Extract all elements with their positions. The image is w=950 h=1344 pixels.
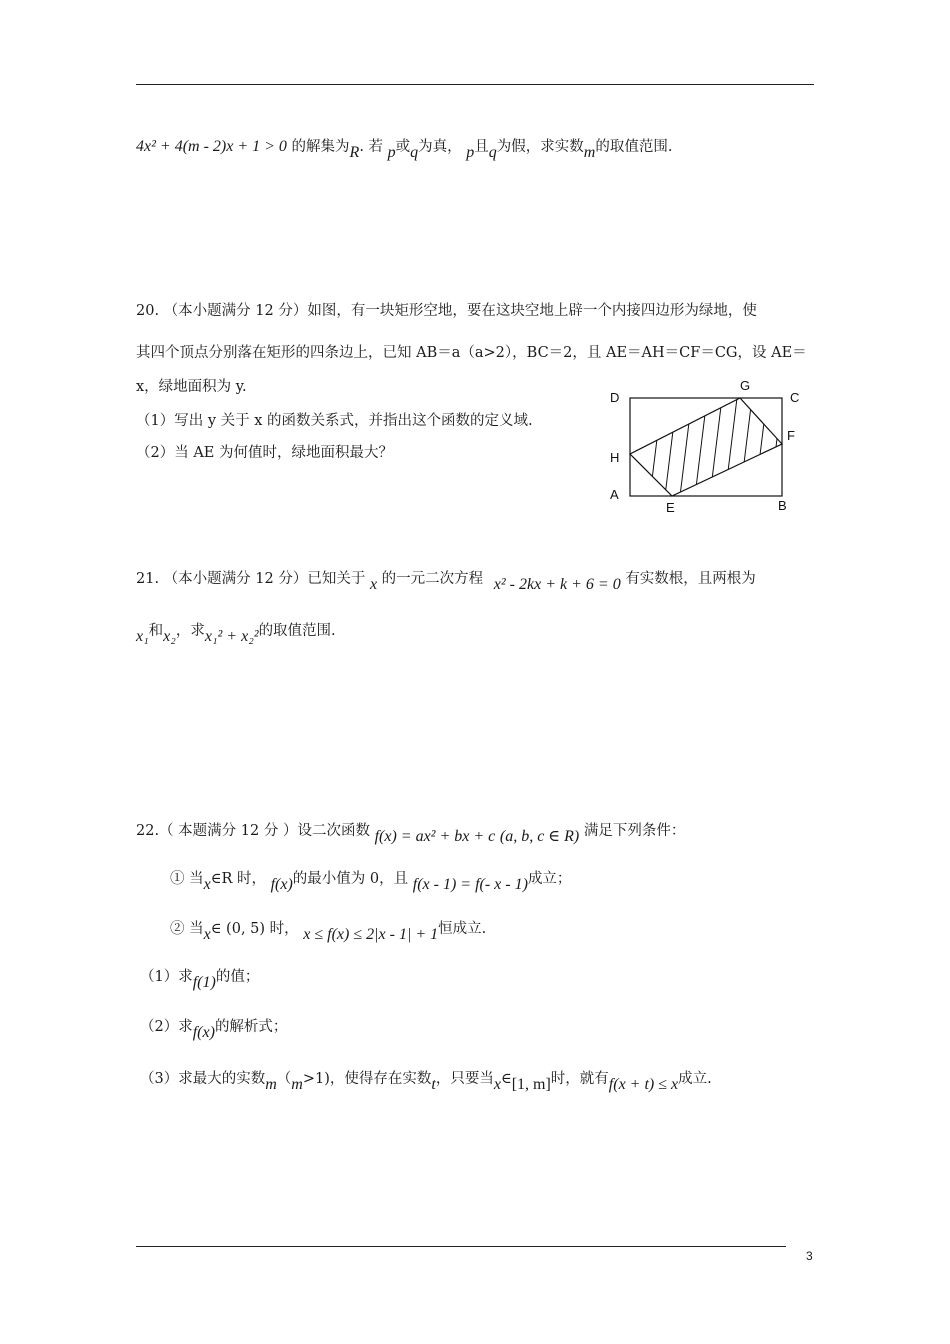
q20-part-2: （2）当 AE 为何值时，绿地面积最大？ xyxy=(136,445,393,461)
q22-text: ② 当 xyxy=(170,921,204,937)
q21-text: ，求 xyxy=(175,623,205,639)
q22-condition-2 xyxy=(170,918,487,943)
q22-text: 的值； xyxy=(215,969,260,985)
q22-line-1 xyxy=(136,820,686,845)
label-G: G xyxy=(740,378,751,393)
q22-condition-1 xyxy=(170,868,572,893)
q22-text: （ xyxy=(276,1071,292,1087)
q22-f1: f(1) xyxy=(192,974,216,991)
page-number: 3 xyxy=(806,1249,813,1263)
q22-function: f(x) = ax² + bx + c xyxy=(374,828,496,845)
q19-p: p xyxy=(466,144,475,161)
q22-m: m xyxy=(265,1076,277,1093)
q21-line-2 xyxy=(136,620,336,645)
q22-text: （2）求 xyxy=(140,1019,193,1035)
q20-line-1: 20. （本小题满分 12 分）如图，有一块矩形空地，要在这块空地上辟一个内接四边形为绿地，使 xyxy=(136,303,757,319)
q21-expression: x₁² + x₂² xyxy=(204,628,259,645)
q19-m: m xyxy=(583,144,596,161)
q19-inequality: 4x² + 4(m - 2)x + 1 > 0 xyxy=(136,138,287,155)
q22-x: x xyxy=(493,1076,501,1093)
q22-t: t xyxy=(431,1076,436,1093)
q22-fx: f(x) xyxy=(270,876,293,893)
q19-q: q xyxy=(488,144,497,161)
q22-x: x xyxy=(203,926,211,943)
label-C: C xyxy=(790,390,800,405)
q22-text: 恒成立. xyxy=(438,921,487,937)
header-rule xyxy=(136,84,814,85)
q20-part-1: （1）写出 y 关于 x 的函数关系式，并指出这个函数的定义域. xyxy=(136,413,533,429)
label-A: A xyxy=(610,487,619,502)
q22-text: ∈ xyxy=(500,1071,512,1087)
q22-m: m xyxy=(291,1076,303,1093)
q22-text: ∈ (0, 5) 时， xyxy=(210,921,299,937)
q21-x1: x₁ xyxy=(136,628,149,645)
hatching xyxy=(650,398,782,496)
q22-text: 满足下列条件： xyxy=(583,823,686,839)
label-H: H xyxy=(610,450,620,465)
q22-equation: f(x - 1) = f(- x - 1) xyxy=(412,876,528,893)
label-D: D xyxy=(610,390,620,405)
q22-text: 时，就有 xyxy=(550,1071,609,1087)
q22-condition: (a, b, c ∈ R) xyxy=(499,828,580,845)
q22-interval: [1, m] xyxy=(511,1076,551,1093)
q21-x: x xyxy=(369,576,378,593)
q22-text: （1）求 xyxy=(140,969,193,985)
q22-x: x xyxy=(203,876,211,893)
q19-q: q xyxy=(410,144,419,161)
q22-text: 成立； xyxy=(527,871,572,887)
q19-line xyxy=(136,136,673,161)
q19-text: 或 xyxy=(395,139,411,155)
q22-text: 的最小值为 0，且 xyxy=(292,871,409,887)
q21-text: 21. （本小题满分 12 分）已知关于 xyxy=(136,571,366,587)
q22-inequality: f(x + t) ≤ x xyxy=(608,1076,679,1093)
q22-part-2 xyxy=(140,1016,288,1041)
q22-text: （3）求最大的实数 xyxy=(140,1071,266,1087)
label-F: F xyxy=(787,428,795,443)
q19-text: . 若 xyxy=(359,139,384,155)
q21-equation: x² - 2kx + k + 6 = 0 xyxy=(493,576,621,593)
q20-line-3: x，绿地面积为 y. xyxy=(136,379,247,395)
label-E: E xyxy=(666,500,675,515)
q22-part-1 xyxy=(140,966,260,991)
footer-rule xyxy=(136,1246,786,1247)
q22-text: 成立. xyxy=(678,1071,712,1087)
q19-p: p xyxy=(387,144,396,161)
q22-inequality: x ≤ f(x) ≤ 2|x - 1| + 1 xyxy=(303,926,439,943)
q19-text: 的取值范围. xyxy=(595,139,673,155)
q19-text: 为真， xyxy=(418,139,462,155)
q22-text: >1)，使得存在实数 xyxy=(302,1071,432,1087)
q21-text: 的一元二次方程 xyxy=(381,571,484,587)
q21-line-1 xyxy=(136,568,756,593)
outer-rectangle xyxy=(630,398,782,496)
q20-line-2: 其四个顶点分别落在矩形的四条边上，已知 AB＝a（a>2），BC＝2，且 AE＝AH＝CF＝CG，设 AE＝ xyxy=(136,345,807,361)
rectangle-figure xyxy=(600,372,810,522)
q19-text: 为假，求实数 xyxy=(496,139,584,155)
q21-text: 和 xyxy=(148,623,164,639)
q21-x2: x₂ xyxy=(163,628,176,645)
q22-text: 22.（ 本题满分 12 分 ）设二次函数 xyxy=(136,823,370,839)
q19-R: R xyxy=(349,144,360,161)
q21-text: 的取值范围. xyxy=(258,623,336,639)
label-B: B xyxy=(778,498,787,513)
q22-text: ① 当 xyxy=(170,871,204,887)
q22-text: 的解析式； xyxy=(214,1019,288,1035)
q22-fx: f(x) xyxy=(192,1024,215,1041)
q19-text: 的解集为 xyxy=(291,139,350,155)
q21-text: 有实数根，且两根为 xyxy=(625,571,756,587)
q22-text: ∈R 时， xyxy=(210,871,266,887)
q22-part-3 xyxy=(140,1068,712,1093)
q19-text: 且 xyxy=(474,139,489,155)
inscribed-quadrilateral xyxy=(630,398,782,496)
q22-text: ，只要当 xyxy=(435,1071,494,1087)
